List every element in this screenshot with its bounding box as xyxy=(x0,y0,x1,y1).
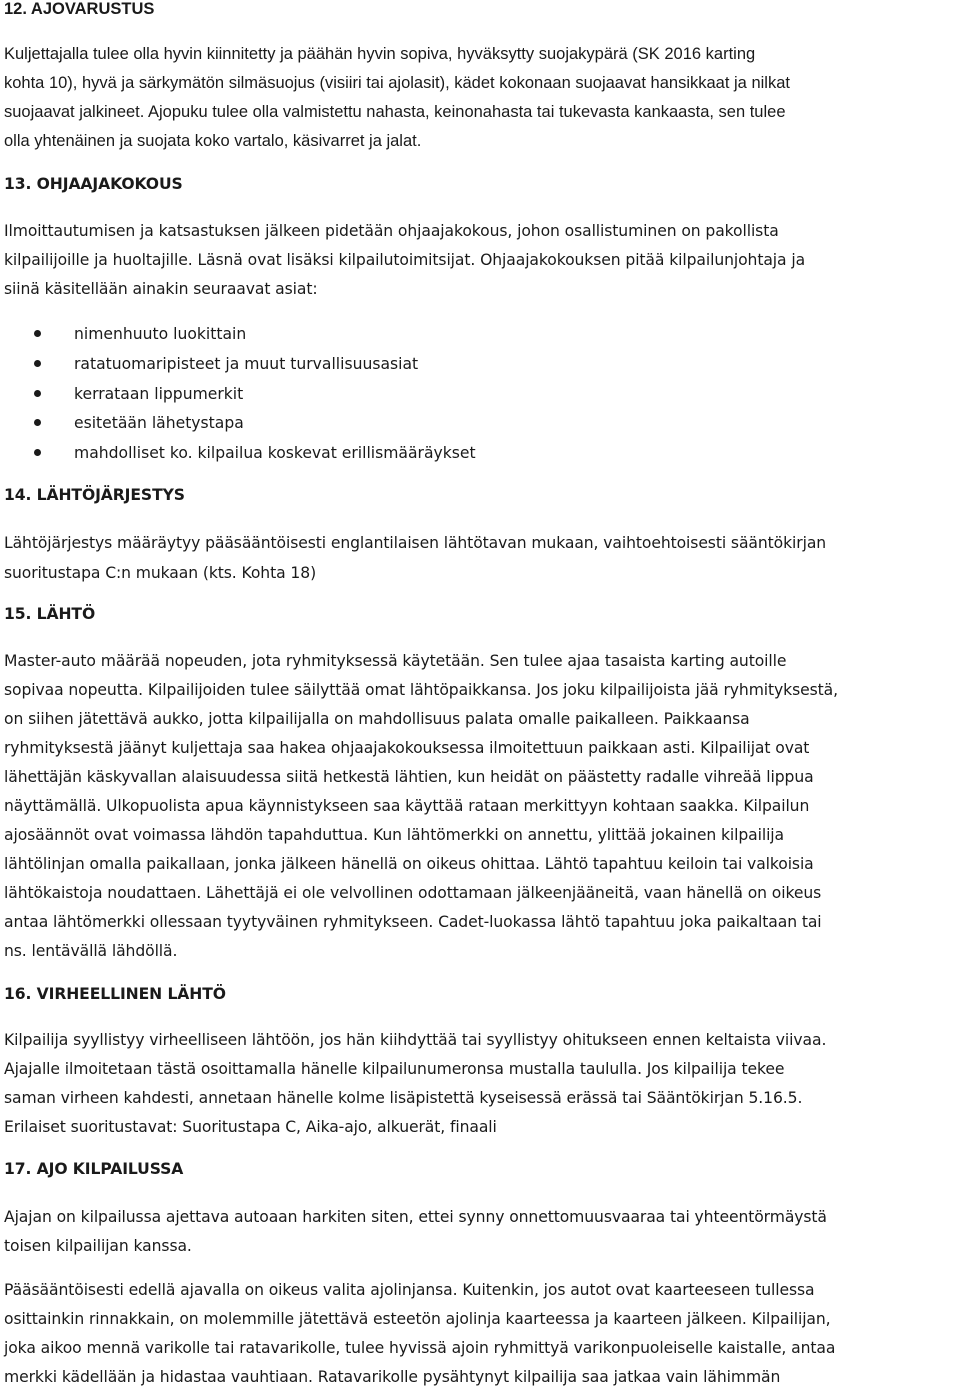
paragraph-line: Kuljettajalla tulee olla hyvin kiinnitetty ja päähän hyvin sopiva, hyväksytty suojakypärä (SK 2016 karting xyxy=(4,45,756,63)
paragraph-line: merkki kädellään ja hidastaa vauhtiaan. Ratavarikolle pysähtynyt kilpailija saa jatkaa vain lähimmän xyxy=(4,1368,781,1386)
bullet-icon xyxy=(34,419,41,426)
paragraph-line: osittainkin rinnakkain, on molemmille jätettävä esteetön ajolinja kaarteessa ja kaarteen jälkeen. Kilpailijan, xyxy=(4,1310,831,1328)
paragraph-line: siinä käsitellään ainakin seuraavat asiat: xyxy=(4,280,318,298)
section-heading: 17. AJO KILPAILUSSA xyxy=(4,1160,184,1178)
bullet-icon xyxy=(34,449,41,456)
paragraph-line: kohta 10), hyvä ja särkymätön silmäsuojus (visiiri tai ajolasit), kädet kokonaan suojaavat hansikkaat ja nilkat xyxy=(4,74,790,92)
section-heading: 12. AJOVARUSTUS xyxy=(4,0,155,18)
paragraph-line: Kilpailija syyllistyy virheelliseen lähtöön, jos hän kiihdyttää tai syyllistyy ohitukseen ennen keltaista viivaa. xyxy=(4,1031,827,1049)
paragraph-line: suojaavat jalkineet. Ajopuku tulee olla valmistettu nahasta, keinonahasta tai tukevasta kankaasta, sen tulee xyxy=(4,103,786,121)
paragraph-line: saman virheen kahdesti, annetaan hänelle kolme lisäpistettä kyseisessä erässä tai Sääntökirjan 5.16.5. xyxy=(4,1089,803,1107)
paragraph-line: toisen kilpailijan kanssa. xyxy=(4,1237,192,1255)
paragraph-line: Lähtöjärjestys määräytyy pääsääntöisesti englantilaisen lähtötavan mukaan, vaihtoehtoisesti sääntökirjan xyxy=(4,534,827,552)
paragraph-line: näyttämällä. Ulkopuolista apua käynnistykseen saa käyttää rataan merkittyyn kohtaan saakka. Kilpailun xyxy=(4,797,810,815)
paragraph-line: lähtökaistoja noudattaen. Lähettäjä ei ole velvollinen odottamaan jälkeenjääneitä, vaan hänellä on oikeus xyxy=(4,884,822,902)
list-item-text: nimenhuuto luokittain xyxy=(74,325,247,343)
bullet-icon xyxy=(34,330,41,337)
paragraph-line: antaa lähtömerkki ollessaan tyytyväinen ryhmitykseen. Cadet-luokassa lähtö tapahtuu joka paikaltaan tai xyxy=(4,913,822,931)
section-heading: 14. LÄHTÖJÄRJESTYS xyxy=(4,486,185,504)
section-heading: 16. VIRHEELLINEN LÄHTÖ xyxy=(4,985,226,1003)
paragraph-line: lähettäjän käskyvallan alaisuudessa siitä hetkestä lähtien, kun heidät on päästetty radalle vihreää lippua xyxy=(4,768,814,786)
bullet-icon xyxy=(34,390,41,397)
paragraph-line: Ajajan on kilpailussa ajettava autoaan harkiten siten, ettei synny onnettomuusvaaraa tai yhteentörmäystä xyxy=(4,1208,827,1226)
paragraph-line: lähtölinjan omalla paikallaan, jonka jälkeen hänellä on oikeus ohittaa. Lähtö tapahtuu keiloin tai valkoisia xyxy=(4,855,814,873)
paragraph-line: sopivaa nopeutta. Kilpailijoiden tulee säilyttää omat lähtöpaikkansa. Jos joku kilpailijoista jää ryhmityksestä, xyxy=(4,681,838,699)
paragraph-line: Ajajalle ilmoitetaan tästä osoittamalla hänelle kilpailunumeronsa mustalla taululla. Jos kilpailija tekee xyxy=(4,1060,785,1078)
paragraph-line: ryhmityksestä jäänyt kuljettaja saa hakea ohjaajakokouksessa ilmoitettuun paikkaan asti. Kilpailijat ovat xyxy=(4,739,810,757)
paragraph-line: Master-auto määrää nopeuden, jota ryhmityksessä käytetään. Sen tulee ajaa tasaista karting autoille xyxy=(4,652,787,670)
paragraph-line: kilpailijoille ja huoltajille. Läsnä ovat lisäksi kilpailutoimitsijat. Ohjaajakokouksen pitää kilpailunjohtaja ja xyxy=(4,251,806,269)
paragraph-line: Pääsääntöisesti edellä ajavalla on oikeus valita ajolinjansa. Kuitenkin, jos autot ovat kaarteeseen tullessa xyxy=(4,1281,815,1299)
list-item-text: kerrataan lippumerkit xyxy=(74,385,244,403)
paragraph-line: Ilmoittautumisen ja katsastuksen jälkeen pidetään ohjaajakokous, johon osallistuminen on pakollista xyxy=(4,222,779,240)
paragraph-line: olla yhtenäinen ja suojata koko vartalo, käsivarret ja jalat. xyxy=(4,132,422,150)
section-heading: 15. LÄHTÖ xyxy=(4,605,96,623)
paragraph-line: joka aikoo mennä varikolle tai ratavarikolle, tulee hyvissä ajoin ryhmittyä varikonpuoleiselle kaistalle, antaa xyxy=(4,1339,836,1357)
paragraph-line: ns. lentävällä lähdöllä. xyxy=(4,942,178,960)
list-item-text: mahdolliset ko. kilpailua koskevat erillismääräykset xyxy=(74,444,476,462)
paragraph-line: Erilaiset suoritustavat: Suoritustapa C, Aika-ajo, alkuerät, finaali xyxy=(4,1118,497,1136)
paragraph-line: suoritustapa C:n mukaan (kts. Kohta 18) xyxy=(4,564,317,582)
paragraph-line: ajosäännöt ovat voimassa lähdön tapahduttua. Kun lähtömerkki on annettu, ylittää jokainen kilpailija xyxy=(4,826,784,844)
section-heading: 13. OHJAAJAKOKOUS xyxy=(4,175,183,193)
list-item-text: ratatuomaripisteet ja muut turvallisuusasiat xyxy=(74,355,419,373)
paragraph-line: on siihen jätettävä aukko, jotta kilpailijalla on mahdollisuus palata omalle paikalleen. Paikkaansa xyxy=(4,710,750,728)
bullet-icon xyxy=(34,360,41,367)
list-item-text: esitetään lähetystapa xyxy=(74,414,244,432)
